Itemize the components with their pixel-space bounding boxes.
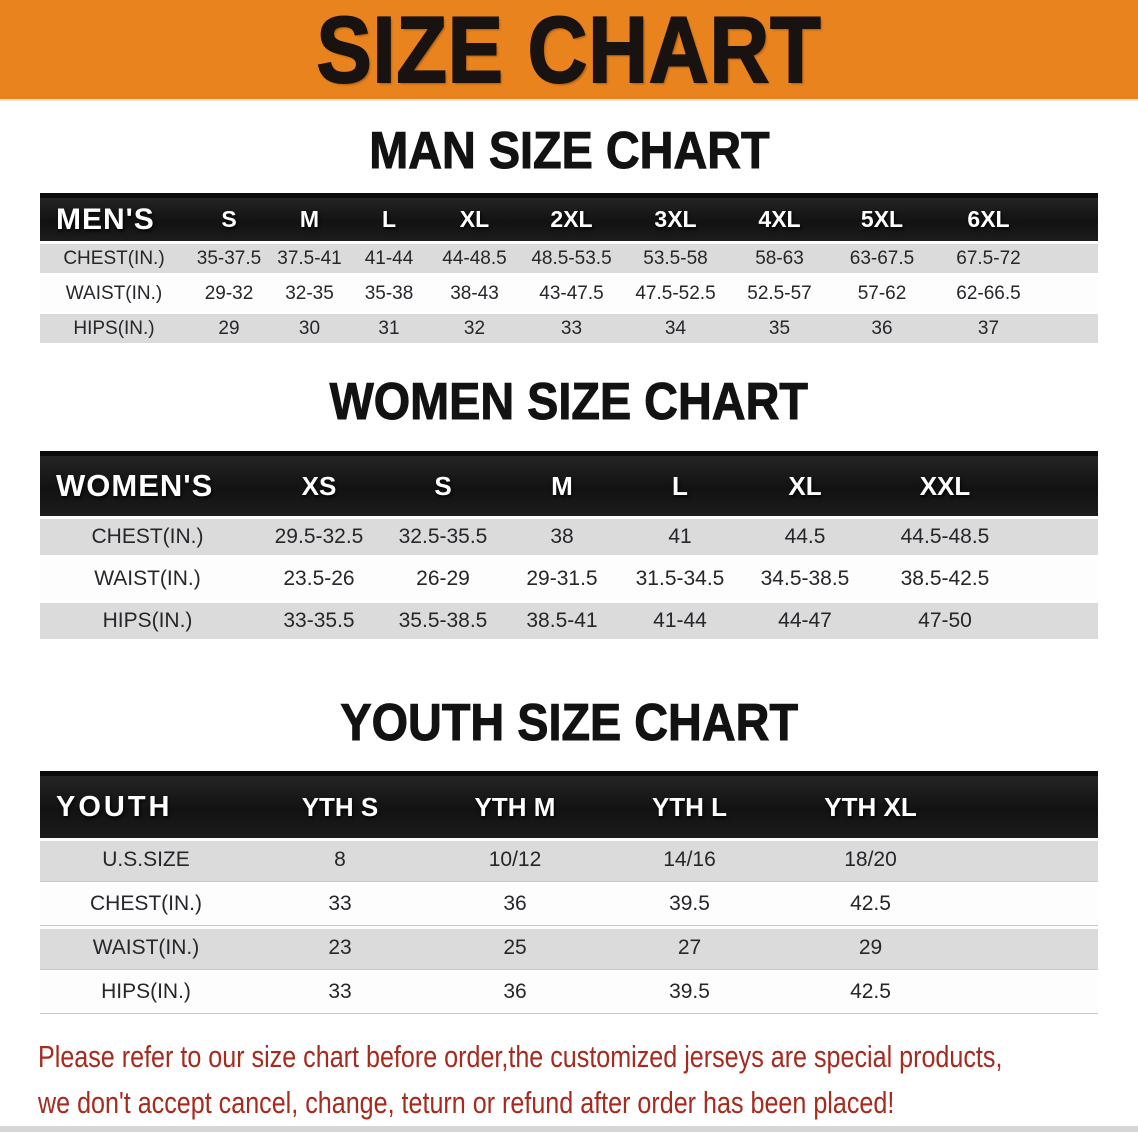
size-cell: 41-44 <box>349 241 429 276</box>
size-cell: 39.5 <box>602 970 777 1014</box>
size-chart-banner <box>0 0 1138 101</box>
bottom-divider <box>0 1126 1138 1132</box>
size-cell: 29-32 <box>188 276 270 311</box>
youth-corner-label: YOUTH <box>40 776 252 838</box>
row-label: CHEST(IN.) <box>40 882 252 926</box>
row-label: CHEST(IN.) <box>40 516 255 558</box>
table-row <box>40 970 1098 1014</box>
size-cell: 62-66.5 <box>933 276 1098 311</box>
man-size-chart-heading: MAN SIZE CHART <box>368 122 770 180</box>
size-cell: 32.5-35.5 <box>383 516 503 558</box>
row-label: HIPS(IN.) <box>40 970 252 1014</box>
table-header-row <box>40 456 1098 516</box>
size-cell: 33-35.5 <box>255 600 383 642</box>
youth-section-title <box>0 694 1138 752</box>
size-cell: 35 <box>728 311 831 346</box>
size-cell: 42.5 <box>777 970 1098 1014</box>
size-cell: 31 <box>349 311 429 346</box>
size-cell: 18/20 <box>777 838 1098 882</box>
column-header: 3XL <box>623 198 728 241</box>
man-section-title <box>0 122 1138 180</box>
size-cell: 23 <box>252 926 428 970</box>
size-cell: 8 <box>252 838 428 882</box>
column-header: XS <box>255 456 383 516</box>
column-header: 6XL <box>933 198 1098 241</box>
column-header: 5XL <box>831 198 933 241</box>
size-cell: 29 <box>188 311 270 346</box>
size-cell: 36 <box>428 970 602 1014</box>
size-cell: 31.5-34.5 <box>621 558 739 600</box>
size-cell: 29.5-32.5 <box>255 516 383 558</box>
size-cell: 25 <box>428 926 602 970</box>
size-cell: 38.5-42.5 <box>871 558 1098 600</box>
column-header: L <box>621 456 739 516</box>
table-row <box>40 882 1098 926</box>
women-section-title <box>0 373 1138 431</box>
column-header: L <box>349 198 429 241</box>
row-label: U.S.SIZE <box>40 838 252 882</box>
size-cell: 42.5 <box>777 882 1098 926</box>
size-cell: 44.5 <box>739 516 871 558</box>
row-label: WAIST(IN.) <box>40 276 188 311</box>
size-cell: 41 <box>621 516 739 558</box>
size-cell: 10/12 <box>428 838 602 882</box>
column-header: XXL <box>871 456 1098 516</box>
size-cell: 35-37.5 <box>188 241 270 276</box>
table-row <box>40 838 1098 882</box>
size-cell: 58-63 <box>728 241 831 276</box>
mens-corner-label: MEN'S <box>40 198 188 241</box>
row-label: WAIST(IN.) <box>40 558 255 600</box>
size-cell: 32-35 <box>270 276 349 311</box>
size-cell: 43-47.5 <box>520 276 623 311</box>
size-cell: 26-29 <box>383 558 503 600</box>
size-cell: 38.5-41 <box>503 600 621 642</box>
womens-corner-label: WOMEN'S <box>40 456 255 516</box>
table-header-row <box>40 198 1098 241</box>
youth-size-chart-heading: YOUTH SIZE CHART <box>340 694 798 752</box>
size-cell: 35.5-38.5 <box>383 600 503 642</box>
table-row <box>40 311 1098 346</box>
column-header: YTH S <box>252 776 428 838</box>
size-cell: 35-38 <box>349 276 429 311</box>
disclaimer-line-2: we don't accept cancel, change, teturn or refund after order has been placed! <box>38 1085 895 1120</box>
size-cell: 34 <box>623 311 728 346</box>
table-row <box>40 600 1098 642</box>
size-cell: 34.5-38.5 <box>739 558 871 600</box>
size-cell: 29 <box>777 926 1098 970</box>
size-cell: 39.5 <box>602 882 777 926</box>
size-cell: 29-31.5 <box>503 558 621 600</box>
size-cell: 47.5-52.5 <box>623 276 728 311</box>
column-header: YTH XL <box>777 776 1098 838</box>
table-header-row <box>40 776 1098 838</box>
column-header: XL <box>429 198 520 241</box>
column-header: S <box>188 198 270 241</box>
size-cell: 38 <box>503 516 621 558</box>
mens-size-table <box>40 193 1098 346</box>
row-label: HIPS(IN.) <box>40 600 255 642</box>
size-cell: 53.5-58 <box>623 241 728 276</box>
size-cell: 30 <box>270 311 349 346</box>
column-header: XL <box>739 456 871 516</box>
column-header: S <box>383 456 503 516</box>
column-header: M <box>270 198 349 241</box>
size-cell: 44-48.5 <box>429 241 520 276</box>
size-cell: 67.5-72 <box>933 241 1098 276</box>
womens-size-table <box>40 451 1098 642</box>
size-cell: 33 <box>252 882 428 926</box>
column-header: YTH M <box>428 776 602 838</box>
column-header: YTH L <box>602 776 777 838</box>
row-label: HIPS(IN.) <box>40 311 188 346</box>
size-cell: 27 <box>602 926 777 970</box>
disclaimer-note <box>0 1034 1138 1126</box>
size-cell: 37 <box>933 311 1098 346</box>
row-label: CHEST(IN.) <box>40 241 188 276</box>
size-cell: 37.5-41 <box>270 241 349 276</box>
youth-size-table <box>40 771 1098 1014</box>
size-cell: 36 <box>428 882 602 926</box>
table-row <box>40 276 1098 311</box>
size-cell: 44.5-48.5 <box>871 516 1098 558</box>
women-size-chart-heading: WOMEN SIZE CHART <box>329 373 809 431</box>
size-cell: 38-43 <box>429 276 520 311</box>
banner-title: SIZE CHART <box>316 0 822 101</box>
size-cell: 23.5-26 <box>255 558 383 600</box>
table-row <box>40 558 1098 600</box>
size-cell: 44-47 <box>739 600 871 642</box>
table-row <box>40 241 1098 276</box>
column-header: 2XL <box>520 198 623 241</box>
size-cell: 14/16 <box>602 838 777 882</box>
table-row <box>40 516 1098 558</box>
size-cell: 52.5-57 <box>728 276 831 311</box>
table-row <box>40 926 1098 970</box>
row-label: WAIST(IN.) <box>40 926 252 970</box>
size-cell: 33 <box>520 311 623 346</box>
size-cell: 63-67.5 <box>831 241 933 276</box>
size-cell: 36 <box>831 311 933 346</box>
column-header: 4XL <box>728 198 831 241</box>
size-cell: 47-50 <box>871 600 1098 642</box>
disclaimer-line-1: Please refer to our size chart before order,the customized jerseys are special products, <box>38 1039 1003 1074</box>
size-cell: 33 <box>252 970 428 1014</box>
size-cell: 32 <box>429 311 520 346</box>
column-header: M <box>503 456 621 516</box>
size-cell: 48.5-53.5 <box>520 241 623 276</box>
size-cell: 57-62 <box>831 276 933 311</box>
size-cell: 41-44 <box>621 600 739 642</box>
